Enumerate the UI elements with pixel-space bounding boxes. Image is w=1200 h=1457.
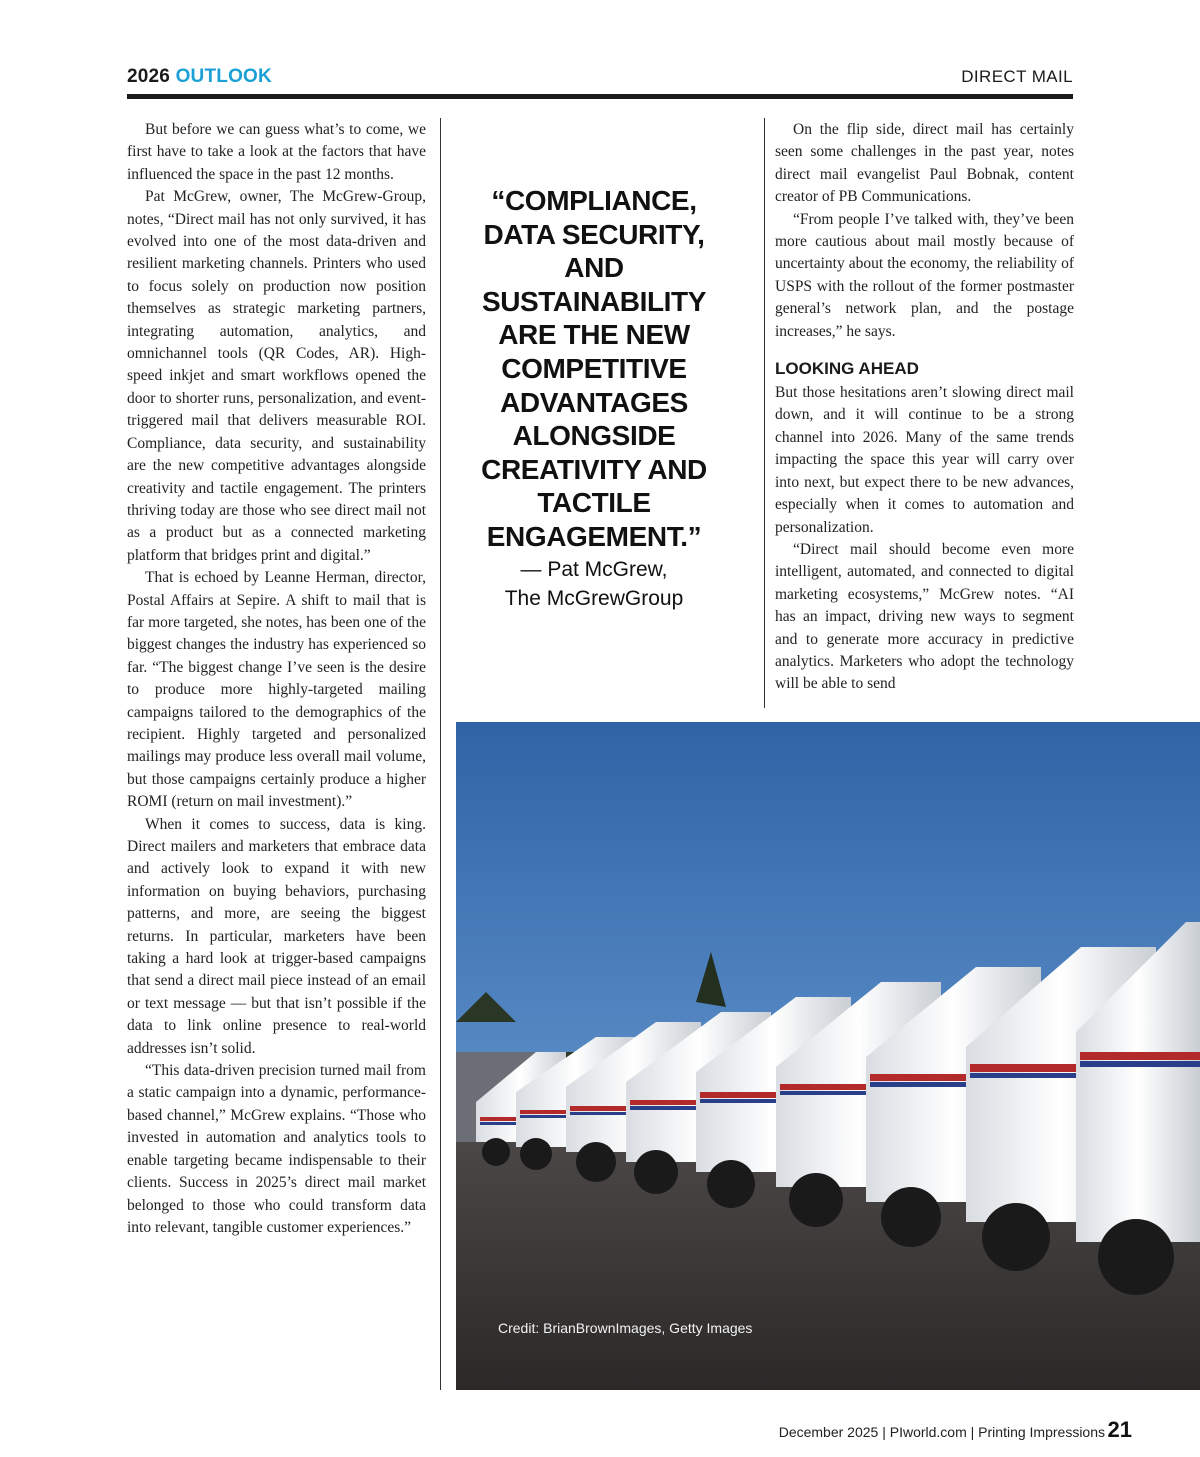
column-divider <box>764 118 765 708</box>
photo-credit: Credit: BrianBrownImages, Getty Images <box>498 1320 753 1336</box>
section-label <box>127 66 272 88</box>
column-divider <box>440 118 441 1390</box>
paragraph: On the flip side, direct mail has certainly seen some challenges in the past year, notes direct mail evangelist Paul Bobnak, content creator of PB Communications. <box>775 121 1074 206</box>
photo-mail-trucks <box>456 722 1200 1390</box>
attribution-org: The McGrewGroup <box>504 586 684 610</box>
paragraph: But before we can guess what’s to come, we first have to take a look at the factors that have influenced the space in the past 12 months. <box>127 121 426 183</box>
attribution-name: — Pat McGrew, <box>520 557 668 581</box>
right-column <box>775 119 1074 696</box>
section-word: OUTLOOK <box>175 66 272 87</box>
subhead: LOOKING AHEAD <box>775 359 919 379</box>
paragraph: But those hesitations aren’t slowing direct mail down, and it will continue to be a strong channel into 2026. Many of the same trends impacting the space this year will carry over into next, but expect there to be new advances, especially when it comes to automation and personalization. <box>775 384 1074 536</box>
paragraph: That is echoed by Leanne Herman, director, Postal Affairs at Sepire. A shift to mail that is far more targeted, she notes, has been one of the biggest changes the industry has experienced so far. “The biggest change I’ve seen is the desire to produce more highly-targeted mailing campaigns tailored to the demographics of the recipient. Highly targeted and personalized mailings may produce less overall mail volume, but those campaigns certainly produce a higher ROMI (return on mail investment).” <box>127 569 426 811</box>
pull-quote-attribution <box>452 555 736 613</box>
topic-label: DIRECT MAIL <box>961 67 1073 86</box>
footer-publication-line: December 2025 | PIworld.com | Printing Impressions <box>778 1424 1105 1440</box>
page-header <box>127 66 1073 96</box>
page-number: 21 <box>1107 1417 1132 1442</box>
pull-quote <box>452 184 736 613</box>
paragraph: Pat McGrew, owner, The McGrew-Group, notes, “Direct mail has not only survived, it has evolved into one of the most data-driven and resilient marketing channels. Printers who used to focus solely on production now position themselves as strategic marketing partners, integrating automation, analytics, and omnichannel tools (QR Codes, AR). High-speed inkjet and smart workflows opened the door to shorter runs, personalization, and event-triggered mail that delivers measurable ROI. Compliance, data security, and sustainability are the new competitive advantages alongside creativity and tactile engagement. The printers thriving today are those who see direct mail not as a product but as a connected marketing platform that bridges print and digital.” <box>127 188 426 564</box>
section-year: 2026 <box>127 66 171 87</box>
left-column <box>127 119 426 1239</box>
paragraph: “Direct mail should become even more intelligent, automated, and connected to digital marketing ecosystems,” McGrew notes. “AI has an impact, driving new ways to segment and to generate more accuracy in predictive analytics. Marketers who adopt the technology will be able to send <box>775 540 1074 693</box>
paragraph: When it comes to success, data is king. Direct mailers and marketers that embrace data and actively look to expand it with new information on buying behaviors, purchasing patterns, and more, are seeing the biggest returns. In particular, marketers have been taking a hard look at trigger-based campaigns that send a direct mail piece instead of an email or text message — but that isn’t possible if the data to link online presence to real-world addresses isn’t solid. <box>127 815 426 1057</box>
header-rule <box>127 94 1073 99</box>
pull-quote-text: “COMPLIANCE, DATA SECURITY, AND SUSTAINABILITY ARE THE NEW COMPETITIVE ADVANTAGES ALONGSIDE CREATIVITY AND TACTILE ENGAGEMENT.” <box>481 185 707 552</box>
paragraph: “This data-driven precision turned mail from a static campaign into a dynamic, performance-based channel,” McGrew explains. “Those who invested in automation and analytics tools to enable targeting became indispensable to their clients. Success in 2025’s direct mail market belonged to those who could transform data into relevant, tangible customer experiences.” <box>127 1062 426 1236</box>
paragraph: “From people I’ve talked with, they’ve been more cautious about mail mostly because of uncertainty about the economy, the reliability of USPS with the rollout of the former postmaster general’s network plan, and the postage increases,” he says. <box>775 210 1074 340</box>
